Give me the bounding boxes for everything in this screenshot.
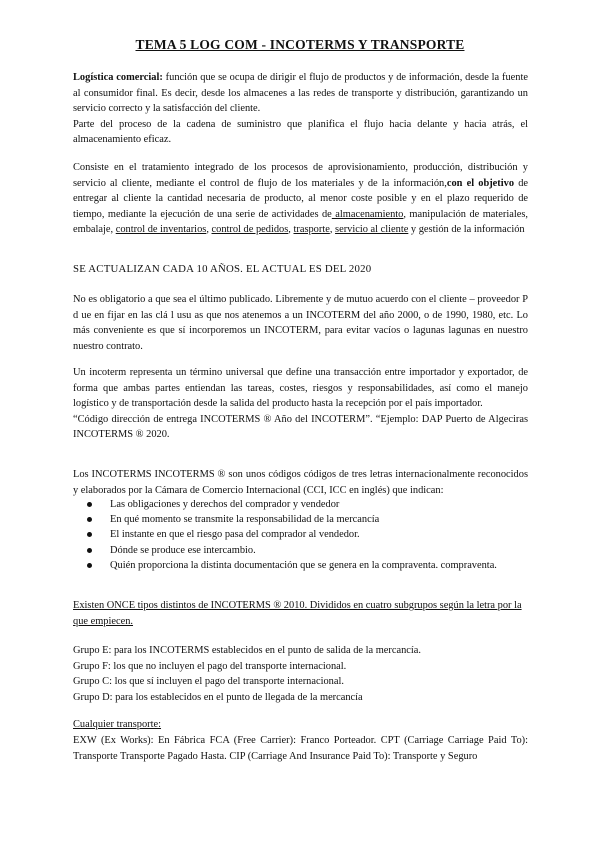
groups-list xyxy=(73,643,528,705)
paragraph-logistica xyxy=(73,70,528,148)
text-segment: y gestión de la información xyxy=(408,224,525,236)
paragraph-incoterm-definicion xyxy=(73,365,528,443)
bold-objetivo: con el objetivo xyxy=(446,177,515,189)
text-segment: , xyxy=(329,224,336,236)
list-item-text: En qué momento se transmite la responsabilidad de la mercancía xyxy=(110,514,380,526)
bullet-list xyxy=(73,497,528,573)
group-e: Grupo E: para los INCOTERMS establecidos en el punto de salida de la mercancía. xyxy=(73,645,421,656)
underline-pedidos: control de pedidos xyxy=(211,224,289,236)
list-item-text: El instante en que el riesgo pasa del comprador al vendedor. xyxy=(110,529,360,541)
incoterm-definition: Un incoterm representa un término universal que define una transacción entre importador y exportador, de forma que ambas partes entiendan las tareas, costes, riesgos y responsabilidades, así como el manejo logístico y de transportación desde la salida del producto hasta la recepción por el país importador. xyxy=(73,367,528,410)
bullet-icon xyxy=(87,532,92,537)
paragraph-exw: EXW (Ex Works): En Fábrica FCA (Free Carrier): Franco Porteador. CPT (Carriage Carriage Paid To): Transporte Transporte Pagado Hasta. CIP (Carriage And Insurance Paid To): Transporte y Seguro xyxy=(73,735,528,762)
definition-logistica xyxy=(73,70,528,117)
underline-inventarios: control de inventarios xyxy=(115,224,207,236)
list-item xyxy=(73,527,528,542)
paragraph-once-tipos: Existen ONCE tipos distintos de INCOTERMS ® 2010. Divididos en cuatro subgrupos según la letra por la que empiecen. xyxy=(73,600,522,627)
incoterm-example: “Código dirección de entrega INCOTERMS ® Año del INCOTERM”. “Ejemplo: DAP Puerto de Algeciras INCOTERMS ® 2020. xyxy=(73,413,528,441)
list-item xyxy=(73,558,528,573)
group-f: Grupo F: los que no incluyen el pago del transporte internacional. xyxy=(73,660,347,672)
list-item xyxy=(73,497,528,512)
underline-servicio-cliente: servicio al cliente xyxy=(335,224,409,236)
definition-text: función que se ocupa de dirigir el flujo de productos y de información, desde la fuente al consumidor final. Es decir, desde los almacenes a las redes de transporte y distribución, garantizando un servicio correcto y la satisfacción del cliente. xyxy=(73,72,528,115)
list-item xyxy=(73,512,528,527)
term-logistica: Logística comercial: xyxy=(73,72,163,83)
paragraph-obligatorio: No es obligatorio a que sea el último publicado. Libremente y de mutuo acuerdo con el cliente – proveedor P d ue en fijar en las clá l usu as que nos atenemos a un INCOTERM del año 2000, o de 1990, 1980, etc. Lo más conveniente es que sí incorporemos un INCOTERM, para evitar vacíos o lagunas lagunas en nuestro nuestro contrato. xyxy=(73,294,528,352)
paragraph-consiste xyxy=(73,160,528,238)
group-d: Grupo D: para los establecidos en el punto de llegada de la mercancía xyxy=(73,691,363,703)
paragraph-incoterms-codigos: Los INCOTERMS INCOTERMS ® son unos códigos códigos de tres letras internacionalmente reconocidos y elaborados por la Cámara de Comercio Internacional (CCI, ICC en inglés) que indican: xyxy=(73,469,528,496)
heading-actualizacion: SE ACTUALIZAN CADA 10 AÑOS. EL ACTUAL ES DEL 2020 xyxy=(73,263,372,275)
list-item xyxy=(73,543,528,558)
list-item-text: Dónde se produce ese intercambio. xyxy=(110,544,256,556)
heading-cualquier-transporte: Cualquier transporte: xyxy=(73,719,162,730)
bullet-icon xyxy=(87,548,92,553)
page-title: TEMA 5 LOG COM - INCOTERMS Y TRANSPORTE xyxy=(135,37,465,52)
text-segment: , xyxy=(206,224,212,236)
text-segment: de entregar al cliente la cantidad necesaria de producto, al menor coste posible y en el plazo requerido de tiempo, mediante la ejecución de una serie de actividades de xyxy=(73,177,528,220)
paragraph-cadena: Parte del proceso de la cadena de suministro que planifica el flujo hacia delante y hacia atrás, el almacenamiento eficaz. xyxy=(73,118,528,146)
list-item-text: Quién proporciona la distinta documentación que se genera en la compraventa. compraventa. xyxy=(110,559,497,571)
group-c: Grupo C: los que sí incluyen el pago del transporte internacional. xyxy=(73,676,344,688)
text-segment: Consiste en el tratamiento integrado de los procesos de aprovisionamiento, producción, distribución y servicio al cliente, mediante el control de flujo de los materiales y de la información, xyxy=(73,162,528,189)
underline-almacenamiento: almacenamiento xyxy=(331,208,404,220)
bullet-icon xyxy=(87,502,92,507)
bullet-icon xyxy=(87,563,92,568)
bullet-icon xyxy=(87,517,92,522)
text-segment: , manipulación de materiales, embalaje, xyxy=(73,208,529,236)
text-segment: , xyxy=(288,224,294,236)
list-item-text: Las obligaciones y derechos del comprador y vendedor xyxy=(110,499,340,510)
underline-trasporte: trasporte xyxy=(293,224,330,236)
